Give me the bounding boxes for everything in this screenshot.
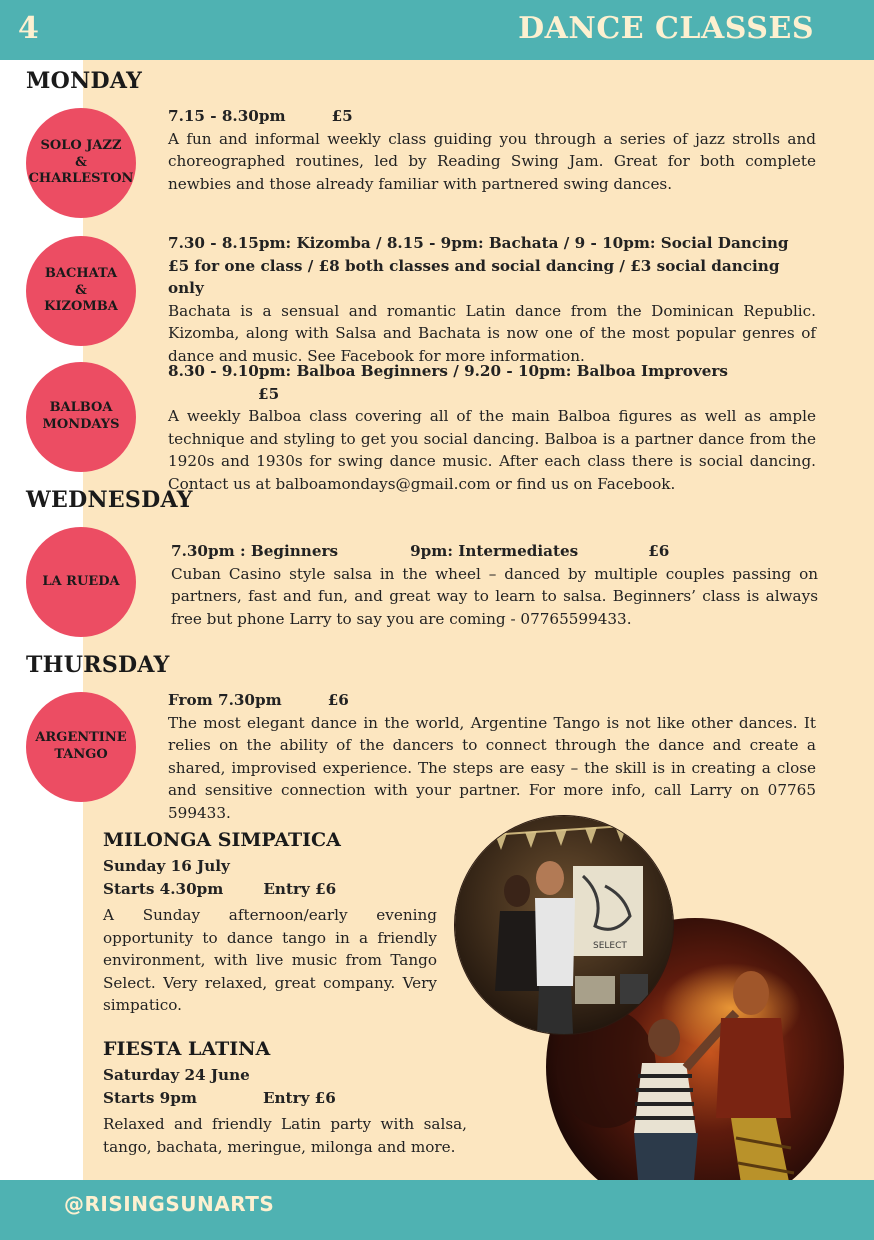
event-date: Saturday 24 June [103, 1066, 250, 1084]
class-argentine-tango [168, 689, 816, 824]
photo-milonga-couple-image [455, 816, 673, 1034]
class-price: £5 for one class / £8 both classes and social dancing / £3 social dancing only [168, 256, 780, 297]
class-time: From 7.30pm [168, 691, 282, 709]
badge-line: LA RUEDA [42, 573, 120, 589]
social-handle: @RISINGSUNARTS [64, 1192, 275, 1216]
badge-line: TANGO [54, 747, 108, 762]
class-price: £5 [258, 384, 280, 403]
page-title: DANCE CLASSES [518, 11, 814, 46]
class-balboa [168, 360, 816, 495]
day-heading-monday: MONDAY [26, 68, 143, 94]
badge-line: ARGENTINE [35, 730, 127, 746]
badge-line: MONDAYS [42, 417, 120, 432]
day-heading-thursday: THURSDAY [26, 652, 170, 678]
event-start: Starts 9pm [103, 1088, 197, 1107]
event-entry: Entry £6 [262, 1088, 336, 1107]
class-time: 8.30 - 9.10pm: Balboa Beginners / 9.20 - 10pm: Balboa Improvers [168, 362, 728, 380]
badge-line: BACHATA [44, 265, 118, 281]
event-milonga-simpatica [103, 827, 437, 1017]
class-time-line [168, 689, 816, 712]
class-time-line [171, 540, 818, 563]
event-entry: Entry £6 [263, 879, 337, 898]
photo-milonga-couple [454, 815, 674, 1035]
class-time-line [168, 360, 816, 405]
event-title: FIESTA LATINA [103, 1038, 271, 1060]
class-badge-solo-jazz [26, 108, 136, 218]
badge-line: & [75, 282, 87, 298]
class-badge-bachata-kizomba [26, 236, 136, 346]
class-time: 7.30pm : Beginners [171, 542, 339, 560]
day-heading-wednesday: WEDNESDAY [26, 487, 193, 513]
class-la-rueda [171, 540, 818, 630]
svg-text:SELECT: SELECT [593, 941, 627, 951]
class-badge-balboa [26, 362, 136, 472]
badge-line: KIZOMBA [44, 299, 118, 315]
class-badge-la-rueda [26, 527, 136, 637]
class-time: 9pm: Intermediates [410, 542, 579, 560]
class-bachata-kizomba [168, 232, 816, 367]
class-time: 7.15 - 8.30pm [168, 107, 286, 125]
header-bar [0, 0, 874, 60]
event-fiesta-latina [103, 1036, 467, 1158]
badge-line: SOLO JAZZ [40, 137, 122, 153]
class-description: The most elegant dance in the world, Argentine Tango is not like other dances. It relies on the ability of the dancers to connect through the dance and create a shared, improvised experience. The steps are easy – the skill is in creating a close and sensitive connection with your partner. For more info, call Larry on 07765 599433. [168, 713, 816, 822]
event-date: Sunday 16 July [103, 857, 230, 875]
class-price: £6 [327, 691, 349, 709]
class-price: £6 [648, 542, 670, 560]
badge-line: CHARLESTON [28, 171, 134, 187]
event-time-line [103, 1087, 467, 1110]
class-time-line [168, 105, 816, 128]
footer-bar [0, 1180, 874, 1240]
badge-line: BALBOA [49, 400, 113, 416]
event-description: A Sunday afternoon/early evening opportunity to dance tango in a friendly environment, with live music from Tango Select. Very relaxed, great company. Very simpatico. [103, 906, 437, 1014]
page-number: 4 [18, 11, 39, 46]
event-time-line [103, 878, 437, 901]
class-solo-jazz [168, 105, 816, 195]
class-description: A weekly Balboa class covering all of the main Balboa figures as well as ample technique and styling to get you social dancing. Balboa is a partner dance from the 1920s and 1930s for swing dance music. After each class there is social dancing. Contact us at balboamondays@gmail.com or find us on Facebook. [168, 407, 816, 493]
badge-line: & [75, 154, 87, 170]
event-description: Relaxed and friendly Latin party with salsa, tango, bachata, meringue, milonga and more. [103, 1115, 467, 1156]
class-time: 7.30 - 8.15pm: Kizomba / 8.15 - 9pm: Bachata / 9 - 10pm: Social Dancing [168, 234, 789, 252]
event-start: Starts 4.30pm [103, 879, 224, 898]
class-price: £5 [331, 107, 353, 125]
class-description: Bachata is a sensual and romantic Latin dance from the Dominican Republic. Kizomba, along with Salsa and Bachata is now one of the most popular genres of dance and music. See Facebook for more information. [168, 301, 816, 365]
event-title: MILONGA SIMPATICA [103, 829, 341, 851]
class-badge-argentine-tango [26, 692, 136, 802]
class-description: A fun and informal weekly class guiding you through a series of jazz strolls and choreographed routines, led by Reading Swing Jam. Great for both complete newbies and those already familiar with partnered swing dances. [168, 129, 816, 193]
class-description: Cuban Casino style salsa in the wheel – danced by multiple couples passing on partners, fast and fun, and great way to learn to salsa. Beginners’ class is always free but phone Larry to say you are coming - 07765599433. [171, 564, 818, 628]
